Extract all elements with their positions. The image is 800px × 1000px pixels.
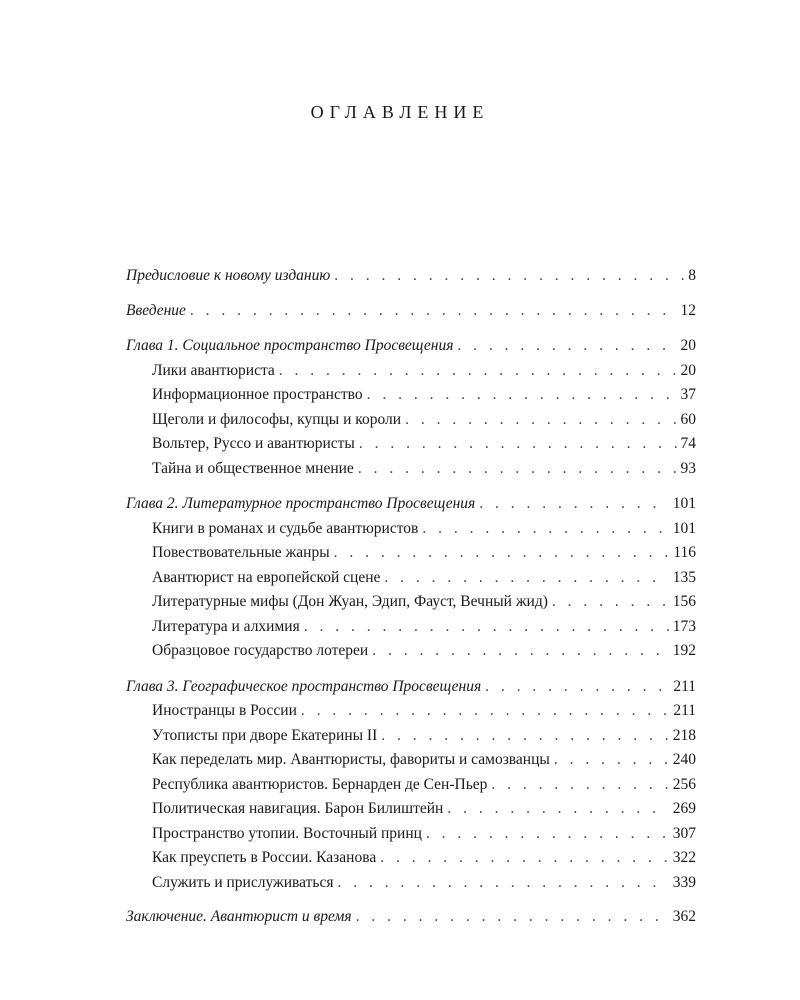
section-title: Щеголи и философы, купцы и короли bbox=[152, 410, 402, 428]
dot-leader bbox=[356, 905, 669, 930]
section-title: Утописты при дворе Екатерины II bbox=[152, 726, 378, 744]
dot-leader bbox=[479, 492, 669, 517]
section-page-number: 37 bbox=[680, 386, 696, 403]
chapter-title: Глава 3. Географическое пространство Просвещения bbox=[126, 677, 482, 695]
dot-leader bbox=[381, 724, 669, 749]
section-title: Литературные мифы (Дон Жуан, Эдип, Фауст, Вечный жид) bbox=[152, 593, 548, 610]
section-page-number: 116 bbox=[673, 544, 696, 561]
section-entry bbox=[126, 822, 696, 847]
section-entry bbox=[126, 797, 696, 822]
dot-leader bbox=[337, 871, 668, 896]
section-entry bbox=[126, 846, 696, 871]
dot-leader bbox=[359, 432, 677, 457]
section-title: Повествовательные жанры bbox=[152, 544, 330, 561]
chapter-title: Заключение. Авантюрист и время bbox=[126, 908, 352, 925]
section-page-number: 269 bbox=[672, 800, 696, 817]
section-gap bbox=[126, 289, 696, 299]
dot-leader bbox=[334, 264, 684, 289]
section-gap bbox=[126, 895, 696, 905]
dot-leader bbox=[384, 566, 668, 591]
chapter-entry bbox=[126, 334, 696, 359]
section-page-number: 173 bbox=[672, 617, 696, 635]
dot-leader bbox=[554, 748, 669, 773]
section-title: Информационное пространство bbox=[152, 386, 363, 403]
section-entry bbox=[126, 408, 696, 433]
chapter-entry bbox=[126, 299, 696, 324]
chapter-title: Предисловие к новому изданию bbox=[126, 267, 331, 284]
section-title: Как преуспеть в России. Казанова bbox=[152, 849, 377, 866]
section-page-number: 307 bbox=[672, 824, 696, 842]
section-page-number: 218 bbox=[672, 726, 696, 744]
chapter-page-number: 8 bbox=[688, 267, 696, 284]
section-title: Лики авантюриста bbox=[152, 361, 275, 379]
chapter-page-number: 20 bbox=[680, 337, 696, 354]
dot-leader bbox=[367, 383, 677, 408]
section-page-number: 20 bbox=[680, 361, 696, 379]
section-title: Республика авантюристов. Бернарден де Сен-Пьер bbox=[152, 775, 488, 793]
dot-leader bbox=[358, 457, 677, 482]
section-page-number: 101 bbox=[672, 519, 696, 537]
chapter-title: Введение bbox=[126, 301, 186, 319]
section-title: Пространство утопии. Восточный принц bbox=[152, 824, 422, 842]
dot-leader bbox=[422, 517, 668, 542]
section-entry bbox=[126, 748, 696, 773]
section-gap bbox=[126, 664, 696, 675]
chapter-page-number: 362 bbox=[672, 908, 696, 925]
section-entry bbox=[126, 615, 696, 640]
section-page-number: 256 bbox=[672, 775, 696, 793]
section-page-number: 135 bbox=[672, 568, 696, 586]
chapter-entry bbox=[126, 905, 696, 930]
section-page-number: 240 bbox=[672, 751, 696, 768]
dot-leader bbox=[405, 408, 676, 433]
section-entry bbox=[126, 699, 696, 724]
section-title: Тайна и общественное мнение bbox=[152, 459, 354, 477]
section-title: Авантюрист на европейской сцене bbox=[152, 568, 381, 586]
chapter-title: Глава 2. Литературное пространство Просвещения bbox=[126, 495, 476, 512]
dot-leader bbox=[372, 639, 669, 664]
section-title: Книги в романах и судьбе авантюристов bbox=[152, 519, 419, 537]
dot-leader bbox=[301, 699, 669, 724]
section-entry bbox=[126, 773, 696, 798]
section-entry bbox=[126, 566, 696, 591]
section-gap bbox=[126, 323, 696, 334]
section-gap bbox=[126, 481, 696, 492]
chapter-entry bbox=[126, 264, 696, 289]
dot-leader bbox=[380, 846, 669, 871]
dot-leader bbox=[279, 359, 677, 384]
section-entry bbox=[126, 639, 696, 664]
dot-leader bbox=[304, 615, 669, 640]
chapter-title: Глава 1. Социальное пространство Просвещения bbox=[126, 337, 454, 354]
section-title: Служить и прислуживаться bbox=[152, 873, 334, 891]
section-page-number: 339 bbox=[672, 873, 696, 891]
section-entry bbox=[126, 724, 696, 749]
dot-leader bbox=[447, 797, 668, 822]
section-entry bbox=[126, 457, 696, 482]
section-page-number: 74 bbox=[680, 435, 696, 452]
dot-leader bbox=[552, 590, 669, 615]
section-page-number: 322 bbox=[672, 849, 696, 866]
section-page-number: 93 bbox=[680, 459, 696, 477]
section-title: Литература и алхимия bbox=[152, 617, 300, 635]
section-entry bbox=[126, 359, 696, 384]
dot-leader bbox=[485, 675, 669, 700]
page-title: ОГЛАВЛЕНИЕ bbox=[310, 102, 490, 123]
table-of-contents bbox=[126, 264, 696, 930]
section-entry bbox=[126, 383, 696, 408]
dot-leader bbox=[190, 299, 677, 324]
section-title: Образцовое государство лотереи bbox=[152, 642, 369, 659]
section-page-number: 156 bbox=[672, 593, 696, 610]
section-title: Политическая навигация. Барон Билиштейн bbox=[152, 800, 444, 817]
section-title: Вольтер, Руссо и авантюристы bbox=[152, 435, 355, 452]
chapter-page-number: 101 bbox=[672, 495, 696, 512]
section-title: Как переделать мир. Авантюристы, фавориты и самозванцы bbox=[152, 751, 550, 768]
section-entry bbox=[126, 517, 696, 542]
chapter-entry bbox=[126, 675, 696, 700]
dot-leader bbox=[334, 541, 670, 566]
dot-leader bbox=[491, 773, 668, 798]
section-entry bbox=[126, 590, 696, 615]
chapter-page-number: 211 bbox=[673, 677, 696, 695]
section-title: Иностранцы в России bbox=[152, 702, 297, 719]
section-entry bbox=[126, 541, 696, 566]
section-page-number: 192 bbox=[672, 642, 696, 659]
chapter-page-number: 12 bbox=[680, 301, 696, 319]
chapter-entry bbox=[126, 492, 696, 517]
section-entry bbox=[126, 432, 696, 457]
section-page-number: 211 bbox=[673, 702, 696, 719]
dot-leader bbox=[457, 334, 676, 359]
dot-leader bbox=[426, 822, 669, 847]
section-page-number: 60 bbox=[680, 410, 696, 428]
section-entry bbox=[126, 871, 696, 896]
